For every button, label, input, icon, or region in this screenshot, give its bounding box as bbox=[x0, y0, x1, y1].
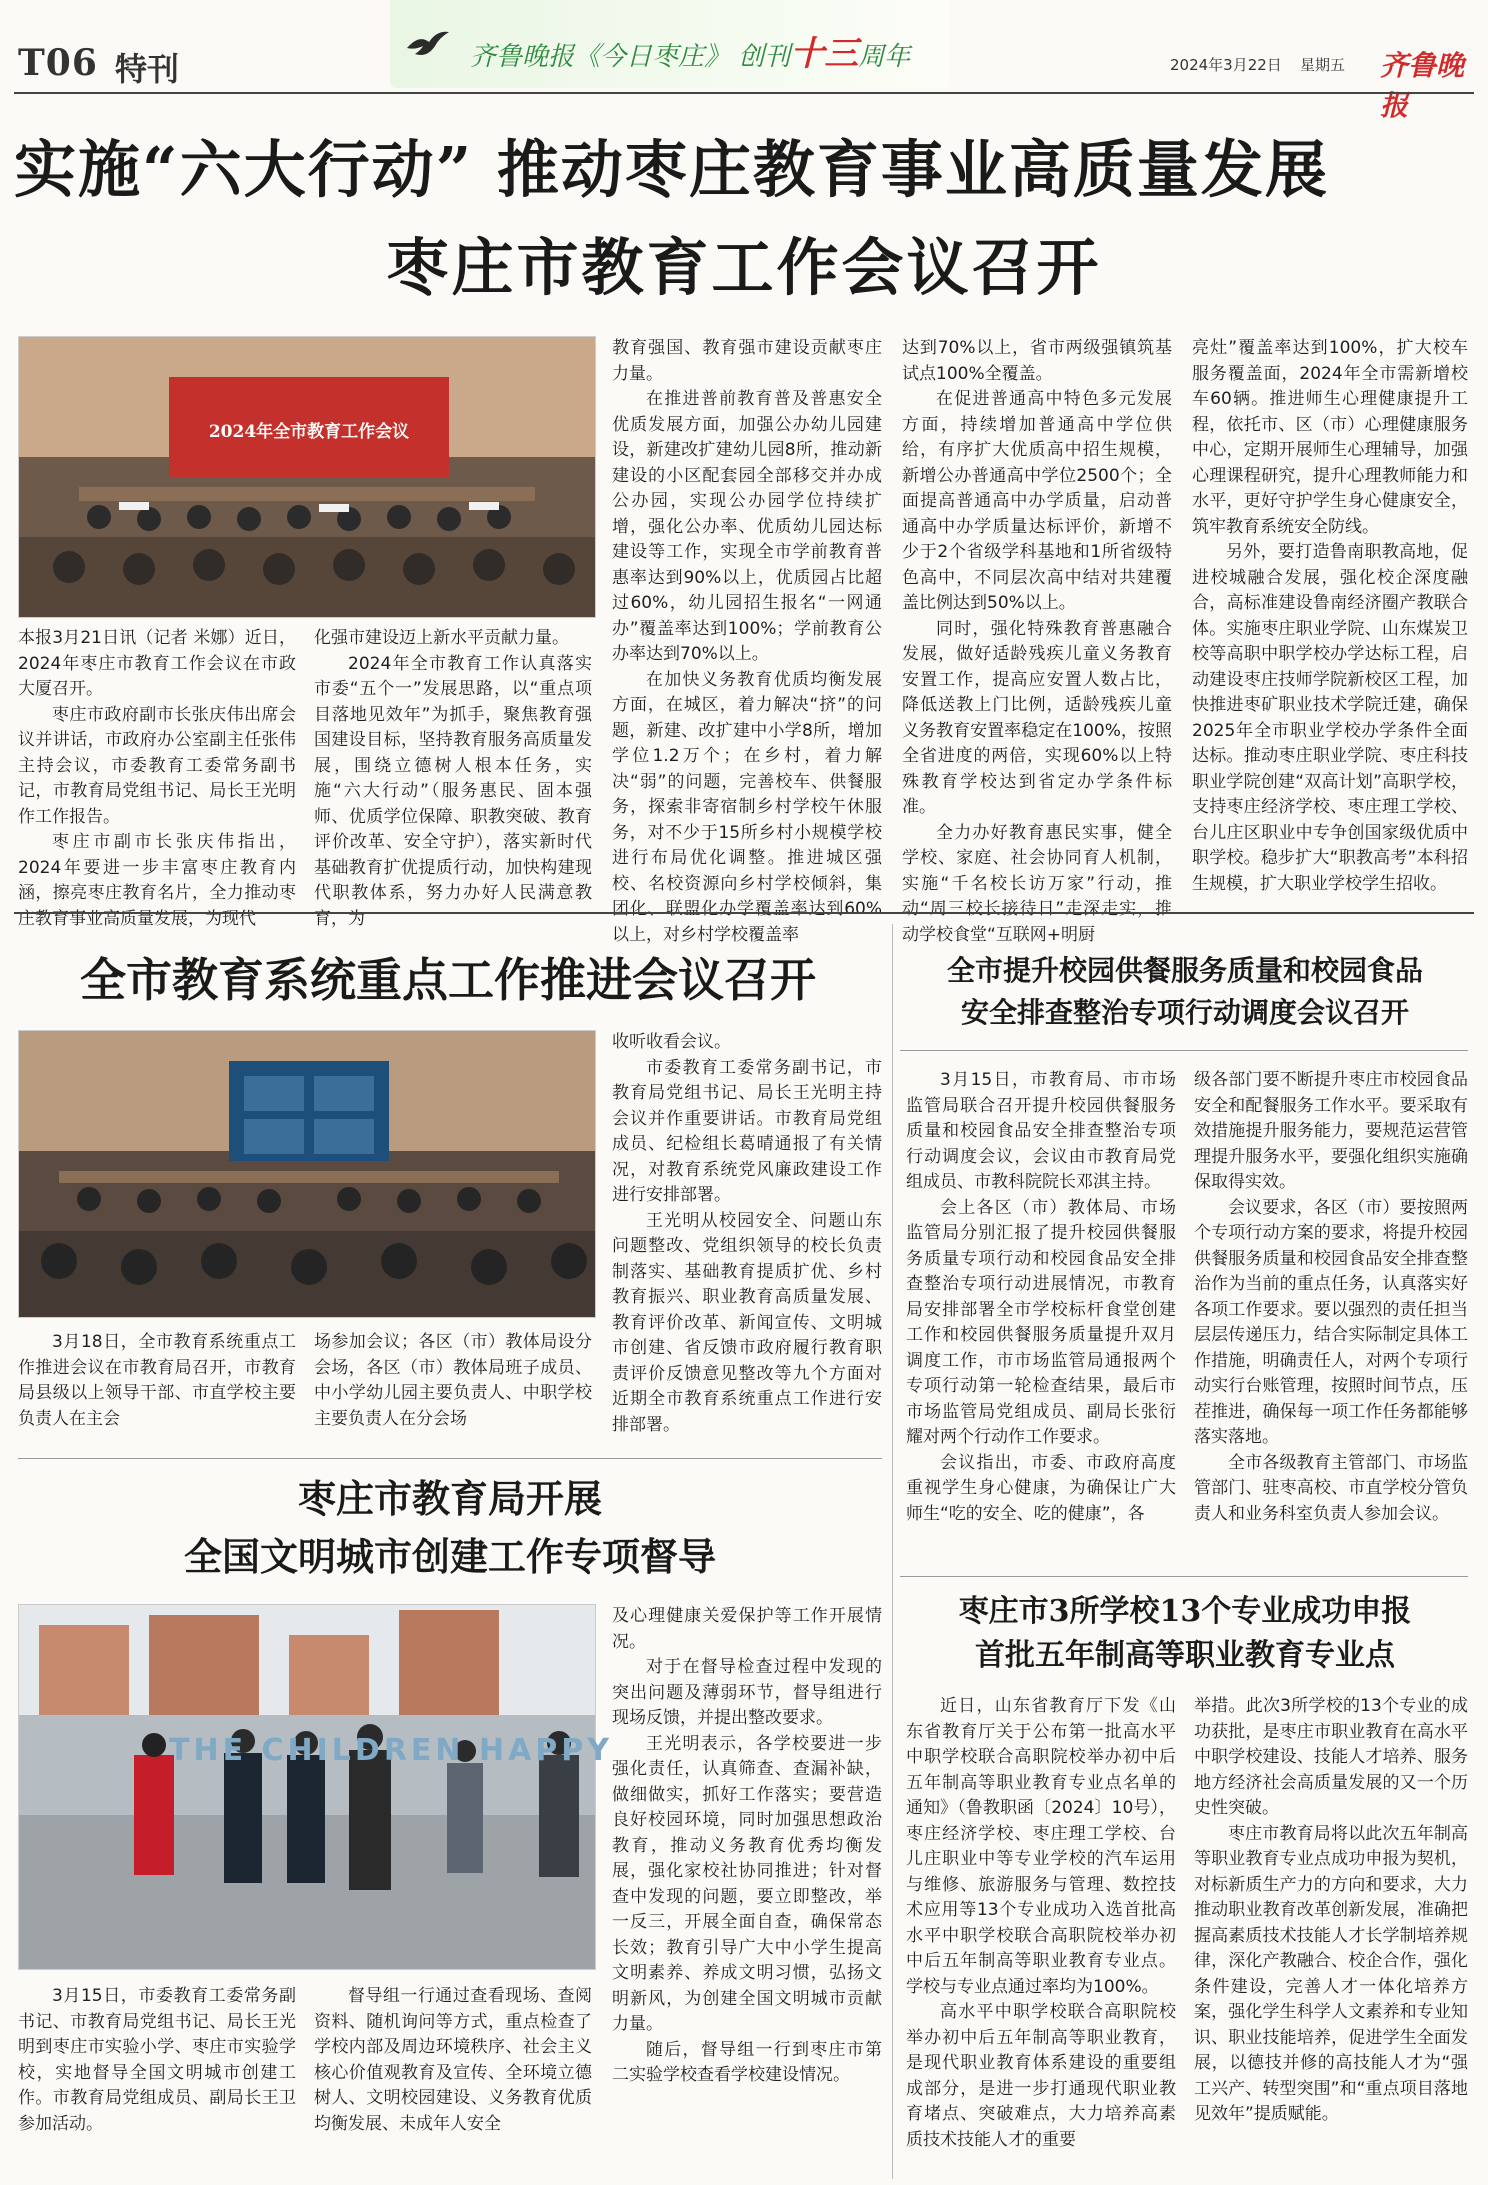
story2-headline: 全市教育系统重点工作推进会议召开 bbox=[80, 953, 816, 1007]
paragraph: 达到70%以上，省市两级强镇筑基试点100%全覆盖。 bbox=[902, 338, 1172, 384]
paragraph: 枣庄市教育局将以此次五年制高等职业教育专业点成功申报为契机，对标新质生产力的方向和要求，大力推动职业教育改革创新发展，准确把握高素质技术技能人才长学制培养规律，深化产教融合、校企合作，强化条件建设，完善人才一体化培养方案，强化学生科学人文素养和专业知识、职业技能培养，促进学生全面发展，以德技并修的高技能人才为“强工兴产、转型突围”和“重点项目落地见效年”提质赋能。 bbox=[1194, 1823, 1468, 2124]
story3-rule bbox=[900, 1050, 1468, 1051]
paragraph: 在加快义务教育优质均衡发展方面，在城区，着力解决“挤”的问题，新建、改扩建中小学8所，增加学位1.2万个；在乡村，着力解决“弱”的问题，完善校车、供餐服务，探索非寄宿制乡村学校午休服务，对不少于15所乡村小规模学校进行布局优化调整。推进城区强校、名校资源向乡村学校倾斜，集团化、联盟化办学覆盖率达到60%以上，对乡村学校覆盖率 bbox=[612, 669, 882, 945]
paragraph: 近日，山东省教育厅下发《山东省教育厅关于公布第一批高水平中职学校联合高职院校举办初中后五年制高等职业教育专业点名单的通知》（鲁教职函〔2024〕10号），枣庄经济学校、枣庄理工学校、台儿庄职业中等专业学校的汽车运用与维修、旅游服务与管理、数控技术应用等13个专业成功入选首批高水平中职学校联合高职院校举办初中后五年制高等职业教育专业点。学校与专业点通过率均为100%。 bbox=[906, 1696, 1176, 1997]
page-number: T06 bbox=[18, 42, 98, 84]
story5-rule bbox=[900, 1576, 1468, 1577]
paragraph: 举措。此次3所学校的13个专业的成功获批，是枣庄市职业教育在高水平中职学校建设、技能人才培养、服务地方经济社会高质量发展的又一个历史性突破。 bbox=[1194, 1696, 1468, 1818]
section-rule bbox=[14, 912, 1474, 914]
story2-column-3 bbox=[612, 1030, 882, 1450]
issue-weekday: 星期五 bbox=[1300, 56, 1346, 74]
story1-column-3 bbox=[612, 336, 882, 945]
paragraph: 3月15日，市委教育工委常务副书记、市教育局党组书记、局长王光明到枣庄市实验小学、枣庄市实验学校，实地督导全国文明城市创建工作。市教育局党组成员、副局长王卫参加活动。 bbox=[18, 1986, 296, 2134]
paragraph: 对于在督导检查过程中发现的突出问题及薄弱环节，督导组进行现场反馈，并提出整改要求。 bbox=[612, 1657, 882, 1728]
paragraph: 会议指出，市委、市政府高度重视学生身心健康，为确保让广大师生“吃的安全、吃的健康”，各 bbox=[906, 1452, 1176, 1524]
column-divider bbox=[892, 924, 893, 1584]
paragraph: 级各部门要不断提升枣庄市校园食品安全和配餐服务工作水平。要采取有效措施提升服务能力，要规范运营管理提升服务水平，要强化组织实施确保取得实效。 bbox=[1194, 1070, 1468, 1192]
lead-headline: 实施“六大行动” 推动枣庄教育事业高质量发展 bbox=[14, 133, 1329, 206]
conference-photo bbox=[18, 336, 596, 618]
story2-column-1 bbox=[18, 1330, 296, 1450]
paragraph: 3月18日，全市教育系统重点工作推进会议在市教育局召开，市教育局县级以上领导干部、市直学校主要负责人在主会 bbox=[18, 1332, 296, 1429]
paragraph: 另外，要打造鲁南职教高地，促进校城融合发展，强化校企深度融合，高标准建设鲁南经济圈产教联合体。实施枣庄职业学院、山东煤炭卫校等高职中职学校办学达标工程，启动建设枣庄技师学院新校区工程，加快推进枣矿职业技术学院迁建，确保2025年全市职业学校办学条件全面达标。推动枣庄职业学院、枣庄科技职业学院创建“双高计划”高职学校，支持枣庄经济学校、枣庄理工学校、台儿庄区职业中专争创国家级优质中职学校。稳步扩大“职教高考”本科招生规模，扩大职业学校学生招收。 bbox=[1192, 542, 1468, 894]
paragraph: 全力办好教育惠民实事，健全学校、家庭、社会协同育人机制，实施“千名校长访万家”行动，推动“周三校长接待日”走深走实，推动学校食堂“互联网+明厨 bbox=[902, 822, 1172, 945]
paragraph: 督导组一行通过查看现场、查阅资料、随机询问等方式，重点检查了学校内部及周边环境秩序、社会主义核心价值观教育及宣传、全环境立德树人、文明校园建设、义务教育优质均衡发展、未成年人安全 bbox=[314, 1986, 592, 2134]
paragraph: 王光明表示，各学校要进一步强化责任，认真筛查、查漏补缺，做细做实，抓好工作落实；要营造良好校园环境，同时加强思想政治教育，推动义务教育优秀均衡发展，强化家校社协同推进；针对督查中发现的问题，要立即整改，举一反三，开展全面自查，确保常态长效；教育引导广大中小学生提高文明素养、养成文明习惯，弘扬文明新风，为创建全国文明城市贡献力量。 bbox=[612, 1733, 882, 2034]
paragraph: 枣庄市政府副市长张庆伟出席会议并讲话，市政府办公室副主任张伟主持会议，市委教育工委常务副书记，市教育局党组书记、局长王光明作工作报告。 bbox=[18, 704, 296, 827]
newspaper-logo: 齐鲁晚报 bbox=[1380, 49, 1465, 122]
paragraph: 亮灶”覆盖率达到100%，扩大校车服务覆盖面，2024年全市需新增校车60辆。推进师生心理健康提升工程，依托市、区（市）心理健康服务中心，定期开展师生心理辅导，加强心理课程研究，提升心理教师能力和水平，更好守护学生身心健康安全，筑牢教育系统安全防线。 bbox=[1192, 338, 1468, 537]
paragraph: 3月15日，市教育局、市市场监管局联合召开提升校园供餐服务质量和校园食品安全排查整治专项行动调度会议，会议由市教育局党组成员、市教科院院长邓淇主持。 bbox=[906, 1070, 1176, 1192]
story4-headline: 枣庄市教育局开展 全国文明城市创建工作专项督导 bbox=[183, 1476, 716, 1579]
story4-column-3 bbox=[612, 1604, 882, 2174]
story4-column-1 bbox=[18, 1984, 296, 2174]
paragraph: 高水平中职学校联合高职院校举办初中后五年制高等职业教育，是现代职业教育体系建设的重要组成部分，是进一步打通现代职业教育堵点、突破难点，大力培养高素质技术技能人才的重要 bbox=[906, 2002, 1176, 2150]
paragraph: 及心理健康关爱保护等工作开展情况。 bbox=[612, 1606, 882, 1652]
swallow-icon bbox=[405, 28, 451, 62]
header-rule bbox=[14, 92, 1474, 94]
paragraph: 同时，强化特殊教育普惠融合发展，做好适龄残疾儿童义务教育安置工作，提高应安置人数占比，降低送教上门比例，适龄残疾儿童义务教育安置率稳定在100%，按照全省进度的两倍，实现60%以上特殊教育学校达到省定办学条件标准。 bbox=[902, 618, 1172, 817]
paragraph: 会议要求，各区（市）要按照两个专项行动方案的要求，将提升校园供餐服务质量和校园食品安全排查整治作为当前的重点任务，认真落实好各项工作要求。要以强烈的责任担当层层传递压力，结合实际制定具体工作措施，明确责任人，对两个专项行动实行台账管理，按照时间节点，压茬推进，确保每一项工作任务都能够落实落地。 bbox=[1194, 1197, 1468, 1447]
paragraph: 在促进普通高中特色多元发展方面，持续增加普通高中学位供给，有序扩大优质高中招生规模，新增公办普通高中学位2500个；全面提高普通高中办学质量，启动普通高中办学质量达标评价，新增不少于2个省级学科基地和1所省级特色高中，不同层次高中结对共建覆盖比例达到50%以上。 bbox=[902, 389, 1172, 613]
story5-column-2 bbox=[1194, 1694, 1468, 2174]
story1-column-4 bbox=[902, 336, 1172, 945]
paragraph: 收听收看会议。 bbox=[612, 1032, 731, 1052]
story5-headline: 枣庄市3所学校13个专业成功申报 首批五年制高等职业教育专业点 bbox=[958, 1594, 1412, 1673]
paragraph: 在推进普前教育普及普惠安全优质发展方面，加强公办幼儿园建设，新建改扩建幼儿园8所，推动新建设的小区配套园全部移交并办成公办园，实现公办园学位持续扩增，强化公办率、优质幼儿园达标建设等工作，实现全市学前教育普惠率达到90%以上，优质园占比超过60%，幼儿园招生报名“一网通办”覆盖率达到100%；学前教育公办率达到70%以上。 bbox=[612, 389, 882, 664]
column-divider bbox=[892, 1584, 893, 2179]
school-wall-sign: THE CHILDREN HAPPY bbox=[169, 1733, 613, 1768]
story3-column-2 bbox=[1194, 1068, 1468, 1568]
anniversary-banner-text: 齐鲁晚报《今日枣庄》 创刊十三周年 bbox=[470, 34, 911, 74]
story1-column-1 bbox=[18, 626, 296, 929]
paragraph: 化强市建设迈上新水平贡献力量。 bbox=[314, 628, 569, 648]
meeting-photo bbox=[18, 1030, 596, 1318]
conference-banner-text: 2024年全市教育工作会议 bbox=[208, 422, 410, 442]
lead-subheadline: 枣庄市教育工作会议召开 bbox=[386, 231, 1102, 304]
section-name: 特刊 bbox=[115, 50, 180, 88]
paragraph: 王光明从校园安全、问题山东问题整改、党组织领导的校长负责制落实、基础教育提质扩优、乡村教育振兴、职业教育高质量发展、教育评价改革、新闻宣传、文明城市创建、省反馈市政府履行教育职责评价反馈意见整改等九个方面对近期全市教育系统重点工作进行安排部署。 bbox=[612, 1210, 882, 1435]
story3-headline: 全市提升校园供餐服务质量和校园食品 安全排查整治专项行动调度会议召开 bbox=[946, 954, 1423, 1029]
story5-column-1 bbox=[906, 1694, 1176, 2174]
story4-column-2 bbox=[314, 1984, 592, 2174]
paragraph: 全市各级教育主管部门、市场监管部门、驻枣高校、市直学校分管负责人和业务科室负责人参加会议。 bbox=[1194, 1452, 1468, 1524]
issue-date: 2024年3月22日 bbox=[1170, 56, 1282, 74]
paragraph: 市委教育工委常务副书记，市教育局党组书记、局长王光明主持会议并作重要讲话。市教育局党组成员、纪检组长葛晴通报了有关情况，对教育系统党风廉政建设工作进行安排部署。 bbox=[612, 1057, 882, 1205]
paragraph: 会上各区（市）教体局、市场监管局分别汇报了提升校园供餐服务质量专项行动和校园食品安全排查整治专项行动进展情况，市教育局安排部署全市学校标杆食堂创建工作和校园供餐服务质量提升双月调度工作，市市场监管局通报两个专项行动第一轮检查结果，最后市市场监管局党组成员、副局长张衍耀对两个行动作工作要求。 bbox=[906, 1197, 1176, 1447]
story2-column-2 bbox=[314, 1330, 592, 1450]
paragraph: 本报3月21日讯（记者 米娜）近日，2024年枣庄市教育工作会议在市政大厦召开。 bbox=[18, 628, 296, 699]
paragraph: 枣庄市副市长张庆伟指出，2024年要进一步丰富枣庄教育内涵，擦亮枣庄教育名片，全力推动枣庄教育事业高质量发展，为现代 bbox=[18, 832, 296, 929]
paragraph: 教育强国、教育强市建设贡献枣庄力量。 bbox=[612, 338, 882, 384]
story4-rule bbox=[18, 1458, 882, 1459]
paragraph: 随后，督导组一行到枣庄市第二实验学校查看学校建设情况。 bbox=[612, 2039, 882, 2085]
story1-column-5 bbox=[1192, 336, 1468, 898]
paragraph: 场参加会议；各区（市）教体局设分会场，各区（市）教体局班子成员、中小学幼儿园主要负责人、中职学校主要负责人在分会场 bbox=[314, 1332, 592, 1429]
story3-column-1 bbox=[906, 1068, 1176, 1568]
inspection-photo bbox=[18, 1604, 613, 1970]
paragraph: 2024年全市教育工作认真落实市委“五个一”发展思路，以“重点项目落地见效年”为抓手，聚焦教育强国建设目标，坚持教育服务高质量发展，围绕立德树人根本任务，实施“六大行动”（服务惠民、固本强师、优质学位保障、职教突破、教育评价改革、安全守护），落实新时代基础教育扩优提质行动，加快构建现代职教体系，努力办好人民满意教育，为 bbox=[314, 653, 592, 929]
story1-column-2 bbox=[314, 626, 592, 929]
